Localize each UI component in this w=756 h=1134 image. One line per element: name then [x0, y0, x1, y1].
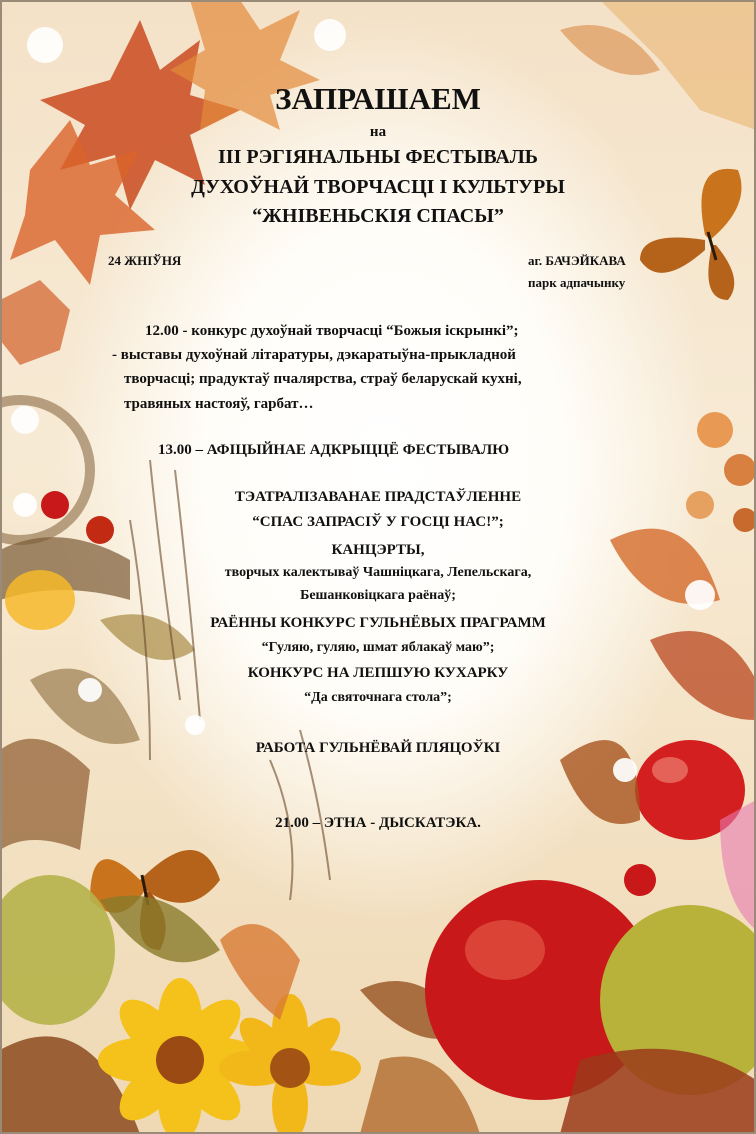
festival-title-line2: ДУХОЎНАЙ ТВОРЧАСЦІ І КУЛЬТУРЫ: [191, 176, 565, 198]
festival-name: “ЖНІВЕНЬСКІЯ СПАСЫ”: [252, 205, 504, 227]
festival-title-line1: ІІІ РЭГІЯНАЛЬНЫ ФЕСТЫВАЛЬ: [218, 146, 538, 168]
program-item1-line4: травяных настояў, гарбат…: [124, 396, 314, 412]
opening-ceremony: 13.00 – АФІЦЫЙНАЕ АДКРЫЦЦЁ ФЕСТЫВАЛЮ: [158, 442, 510, 458]
theatre-title: ТЭАТРАЛІЗАВАНАЕ ПРАДСТАЎЛЕННЕ: [234, 489, 522, 505]
contest1-title: РАЁННЫ КОНКУРС ГУЛЬНЁВЫХ ПРАГРАММ: [210, 615, 546, 631]
contest2-title: КОНКУРС НА ЛЕПШУЮ КУХАРКУ: [247, 665, 509, 681]
theatre-name: “СПАС ЗАПРАСІЎ У ГОСЦІ НАС!”;: [252, 514, 504, 530]
berries-icon: [686, 412, 756, 532]
playground-line: РАБОТА ГУЛЬНЁВАЙ ПЛЯЦОЎКІ: [255, 740, 501, 756]
invite-heading: ЗАПРАШАЕМ: [275, 81, 481, 116]
program-item1-line2: - выставы духоўнай літаратуры, дэкаратыўна-прыкладной: [112, 347, 516, 363]
concerts-line2: творчых калектываў Чашніцкага, Лепельскага,: [224, 565, 532, 580]
event-park: парк адпачынку: [528, 275, 626, 290]
program-item1-line3: творчасці; прадуктаў пчалярства, страў беларускай кухні,: [124, 371, 522, 387]
disco-line: 21.00 – ЭТНА - ДЫСКАТЭКА.: [275, 815, 481, 831]
program-item1-line1: 12.00 - конкурс духоўнай творчасці “Божыя іскрынкі”;: [145, 323, 519, 339]
concerts-line3: Бешанковіцкага раёнаў;: [300, 588, 456, 603]
concerts-title: КАНЦЭРТЫ,: [331, 542, 425, 558]
event-town: аг. БАЧЭЙКАВА: [528, 253, 626, 268]
on-word: на: [369, 124, 387, 140]
contest2-name: “Да святочнага стола”;: [304, 690, 452, 705]
sunflower-icon: [98, 978, 361, 1134]
contest1-name: “Гуляю, гуляю, шмат яблакаў маю”;: [261, 640, 495, 655]
event-date: 24 ЖНІЎНЯ: [108, 253, 182, 268]
